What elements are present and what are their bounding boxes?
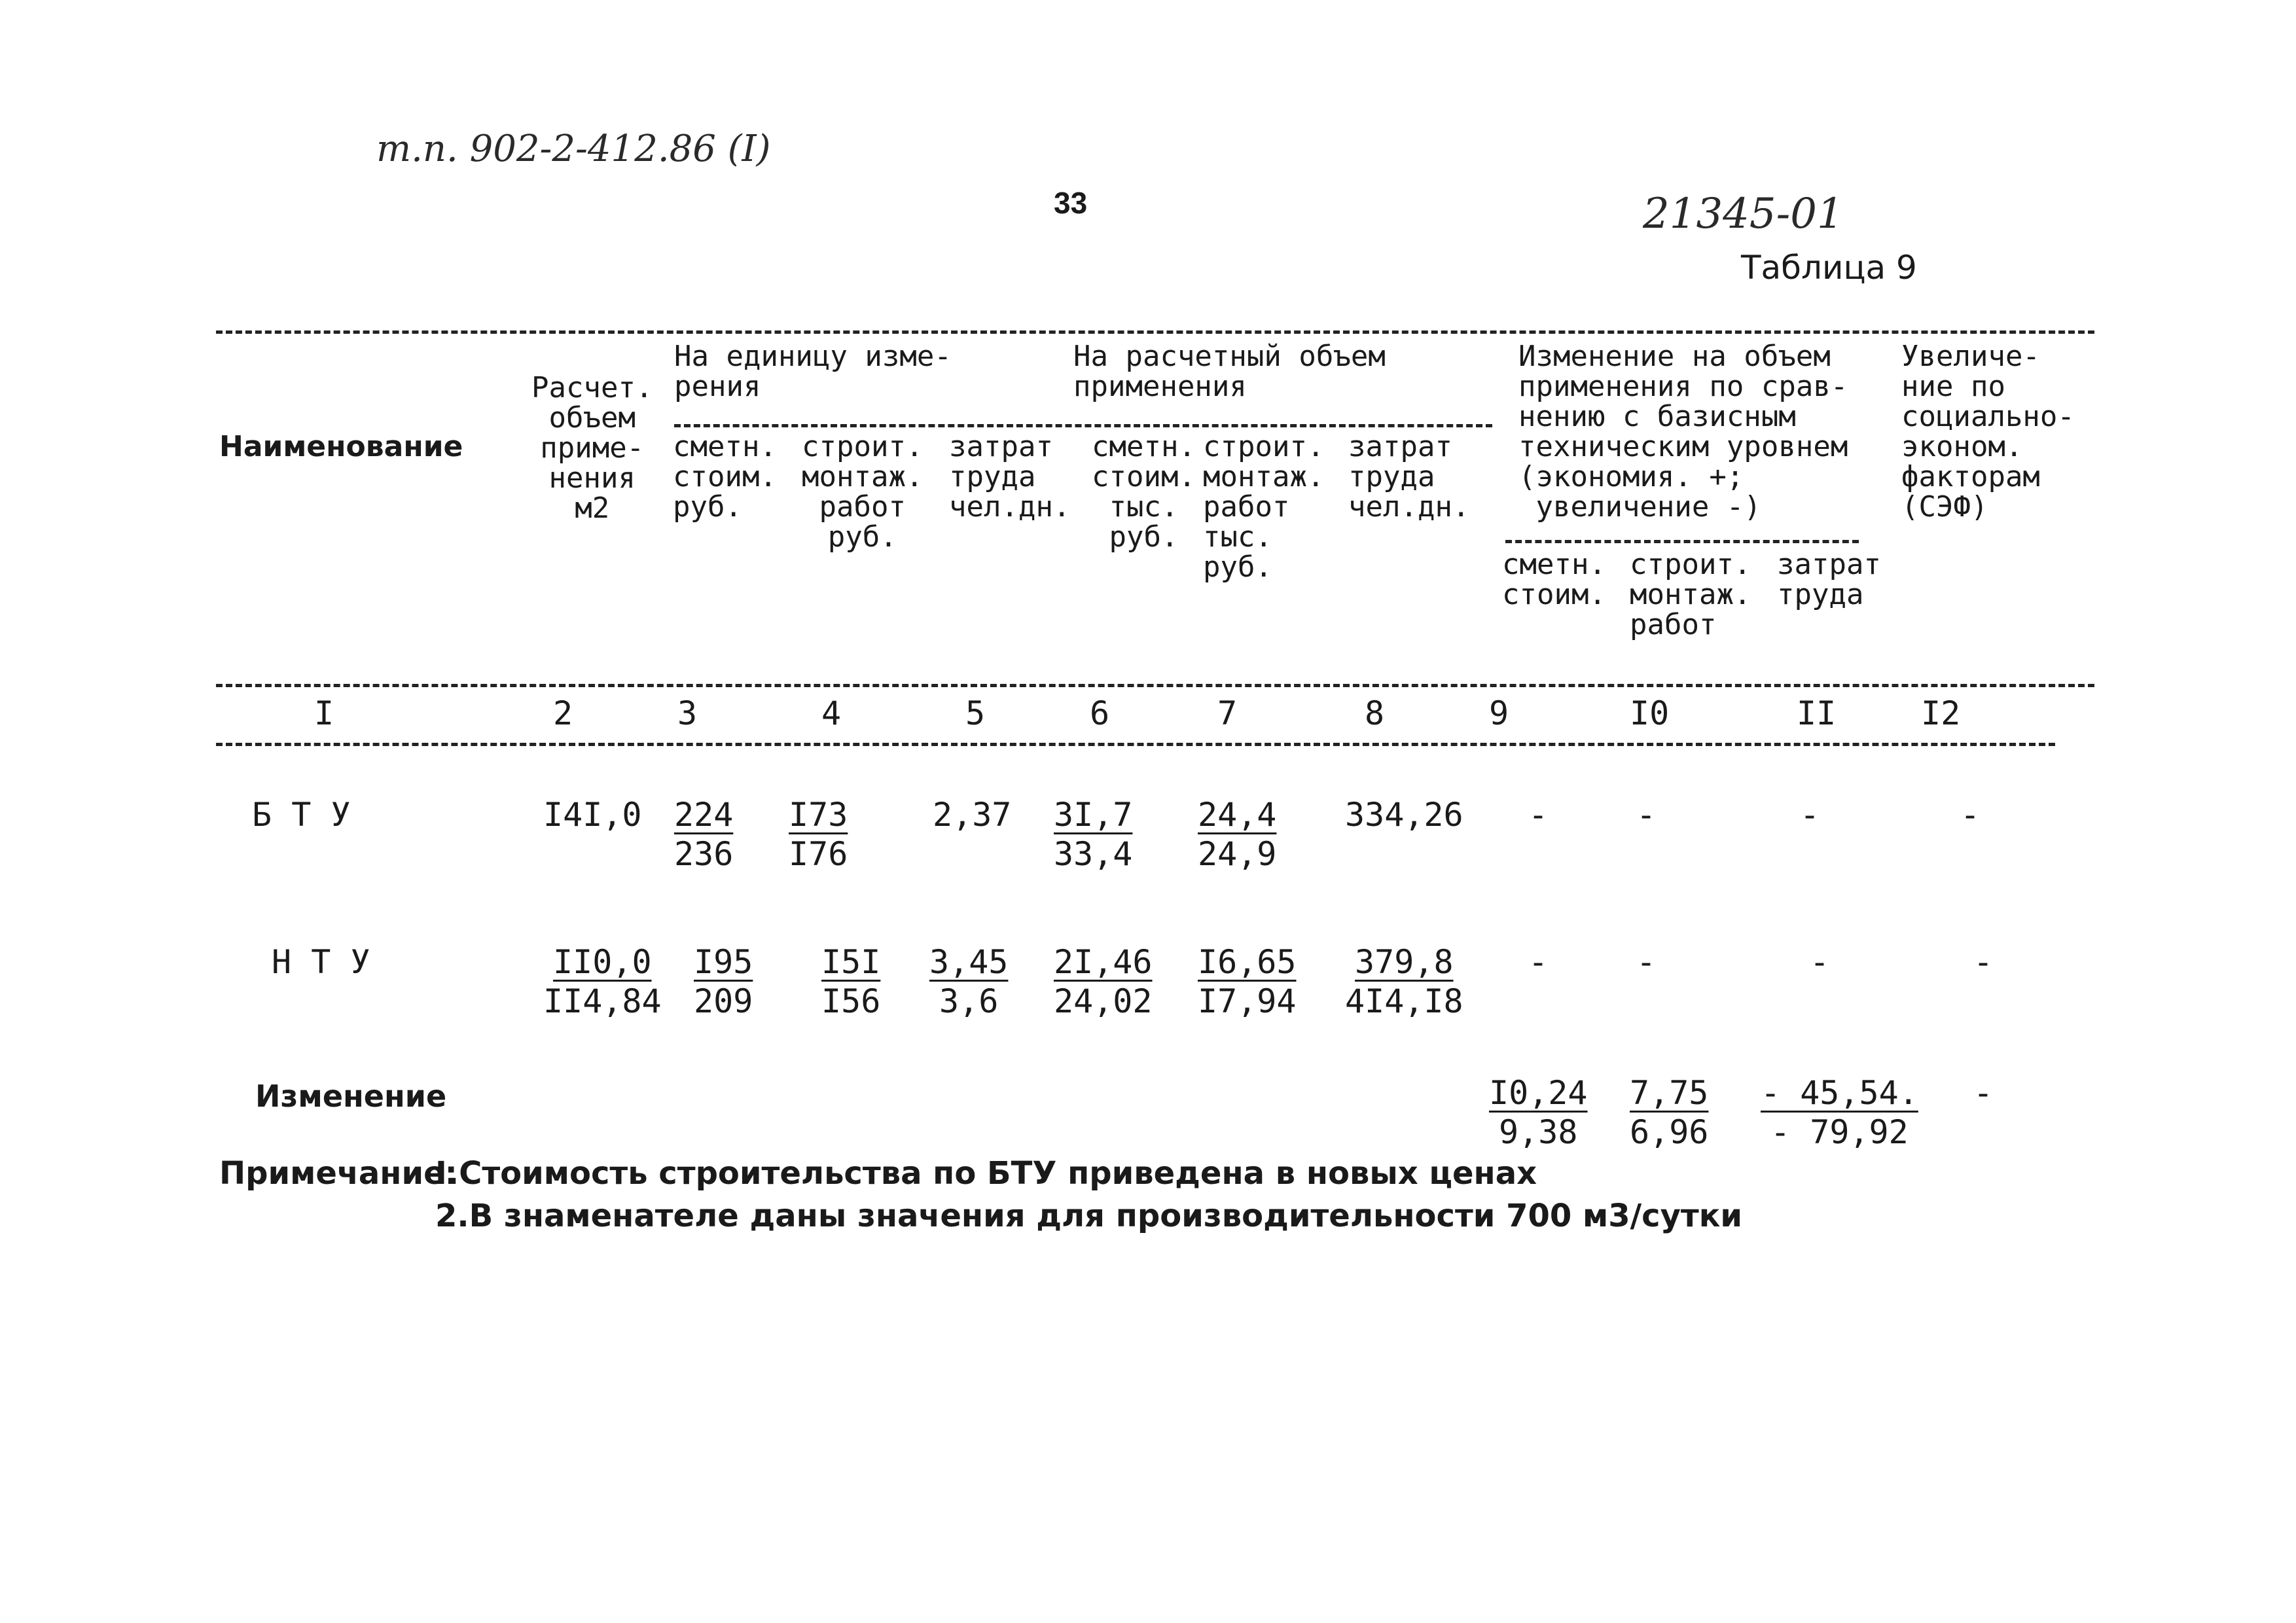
cell-denominator: 24,02 — [1054, 982, 1153, 1020]
cell-btu-change-construction: - — [1636, 796, 1657, 834]
cell-numerator: I5I — [821, 943, 881, 981]
cell-denominator: 6,96 — [1630, 1113, 1709, 1151]
cell-ntu-change-cost: - — [1528, 943, 1549, 981]
handwritten-document-id: 21345-01 — [1643, 190, 1844, 238]
cell-change-labor — [1761, 1073, 1918, 1152]
table-title: Таблица 9 — [1741, 249, 1917, 287]
cell-btu-increase: - — [1960, 796, 1981, 834]
cell-change-increase: - — [1973, 1074, 1994, 1112]
cell-change-construction — [1630, 1073, 1708, 1152]
column-number: 4 — [821, 694, 842, 732]
column-number: 6 — [1090, 694, 1110, 732]
cell-denominator: I7,94 — [1198, 982, 1297, 1020]
column-number: I — [314, 694, 334, 732]
cell-btu-total-cost — [1054, 795, 1132, 874]
cell-change-cost — [1489, 1073, 1588, 1152]
cell-ntu-total-labor — [1345, 942, 1463, 1021]
column-number: 5 — [965, 694, 986, 732]
column-number: 8 — [1365, 694, 1385, 732]
cell-numerator: I73 — [789, 796, 848, 834]
column-header-volume: Расчет. объем приме- нения м2 — [531, 371, 653, 525]
cell-numerator: 2I,46 — [1054, 943, 1153, 981]
note-label: Примечание: — [219, 1155, 457, 1192]
cell-numerator: 3I,7 — [1054, 796, 1133, 834]
cell-ntu-change-labor: - — [1810, 943, 1830, 981]
header-change-divider — [1505, 540, 1859, 543]
column-number: I0 — [1630, 694, 1670, 732]
cell-btu-change-labor: - — [1800, 796, 1820, 834]
column-header-total-labor: затрат труда чел.дн. — [1348, 430, 1470, 524]
cell-ntu-total-cost — [1054, 942, 1153, 1021]
cell-denominator: 9,38 — [1499, 1113, 1578, 1151]
cell-ntu-unit-labor — [929, 942, 1008, 1021]
cell-numerator: I95 — [694, 943, 753, 981]
row-label-ntu: Н Т У — [272, 943, 370, 981]
column-header-unit-construction: строит. монтаж. работ руб. — [802, 430, 924, 554]
column-header-total-construction: строит. монтаж. работ тыс. руб. — [1203, 430, 1325, 584]
column-number: I2 — [1921, 694, 1961, 732]
cell-numerator: II0,0 — [553, 943, 652, 981]
cell-numerator: 3,45 — [929, 943, 1009, 981]
page-number: 33 — [1054, 186, 1088, 220]
row-label-btu: Б Т У — [252, 796, 351, 834]
column-header-name: Наименование — [219, 430, 463, 463]
cell-btu-unit-cost — [674, 795, 733, 874]
cell-numerator: I6,65 — [1198, 943, 1297, 981]
cell-ntu-unit-cost — [694, 942, 753, 1021]
cell-ntu-increase: - — [1973, 943, 1994, 981]
cell-denominator: II4,84 — [543, 982, 662, 1020]
cell-btu-total-construction — [1198, 795, 1276, 874]
column-header-change-cost: сметн. стоим. — [1502, 548, 1606, 611]
cell-denominator: 24,9 — [1198, 835, 1277, 873]
cell-denominator: 33,4 — [1054, 835, 1133, 873]
note-2: 2.В знаменателе даны значения для производительности 700 м3/сутки — [435, 1198, 1742, 1234]
column-header-change-construction: строит. монтаж. работ — [1630, 548, 1751, 641]
column-number-bottom-border — [216, 743, 2055, 746]
cell-btu-change-cost: - — [1528, 796, 1549, 834]
cell-numerator: 24,4 — [1198, 796, 1277, 834]
cell-ntu-change-construction: - — [1636, 943, 1657, 981]
column-group-total: На расчетный объем применения — [1073, 340, 1386, 403]
column-header-change-labor: затрат труда — [1777, 548, 1881, 611]
cell-ntu-volume — [543, 942, 662, 1021]
column-number: 2 — [553, 694, 573, 732]
column-header-increase: Увеличе- ние по социально- эконом. факторам (СЭФ) — [1901, 340, 2075, 524]
column-header-unit-labor: затрат труда чел.дн. — [949, 430, 1071, 524]
header-group-divider — [674, 424, 1492, 427]
cell-ntu-total-construction — [1198, 942, 1297, 1021]
column-number: 7 — [1217, 694, 1238, 732]
cell-btu-unit-labor: 2,37 — [933, 796, 1012, 834]
cell-btu-total-labor: 334,26 — [1345, 796, 1463, 834]
cell-ntu-unit-construction — [821, 942, 880, 1021]
cell-denominator: 4I4,I8 — [1345, 982, 1463, 1020]
row-label-change: Изменение — [255, 1079, 447, 1114]
column-number: 3 — [677, 694, 698, 732]
cell-denominator: 209 — [694, 982, 753, 1020]
cell-numerator: I0,24 — [1489, 1074, 1588, 1112]
note-1: I.Стоимость строительства по БТУ приведена в новых ценах — [435, 1155, 1537, 1192]
cell-numerator: - 45,54. — [1761, 1074, 1918, 1112]
column-number: 9 — [1489, 694, 1509, 732]
cell-btu-volume: I4I,0 — [543, 796, 642, 834]
cell-btu-unit-construction — [789, 795, 848, 874]
cell-denominator: 3,6 — [939, 982, 999, 1020]
column-header-total-cost: сметн. стоим. тыс. руб. — [1092, 430, 1196, 554]
column-number-top-border — [216, 684, 2094, 687]
column-group-change: Изменение на объем применения по срав- нению с базисным техническим уровнем (экономия. +; увеличение -) — [1518, 340, 1848, 524]
column-number: II — [1797, 694, 1837, 732]
cell-numerator: 7,75 — [1630, 1074, 1709, 1112]
cell-numerator: 379,8 — [1355, 943, 1454, 981]
table-top-border — [216, 330, 2094, 334]
column-header-unit-cost: сметн. стоим. руб. — [673, 430, 777, 524]
cell-denominator: - 79,92 — [1770, 1113, 1909, 1151]
handwritten-project-code: т.п. 902-2-412.86 (I) — [376, 128, 771, 170]
cell-numerator: 224 — [674, 796, 734, 834]
cell-denominator: I76 — [789, 835, 848, 873]
cell-denominator: 236 — [674, 835, 734, 873]
column-group-per-unit: На единицу изме- рения — [674, 340, 952, 403]
cell-denominator: I56 — [821, 982, 881, 1020]
